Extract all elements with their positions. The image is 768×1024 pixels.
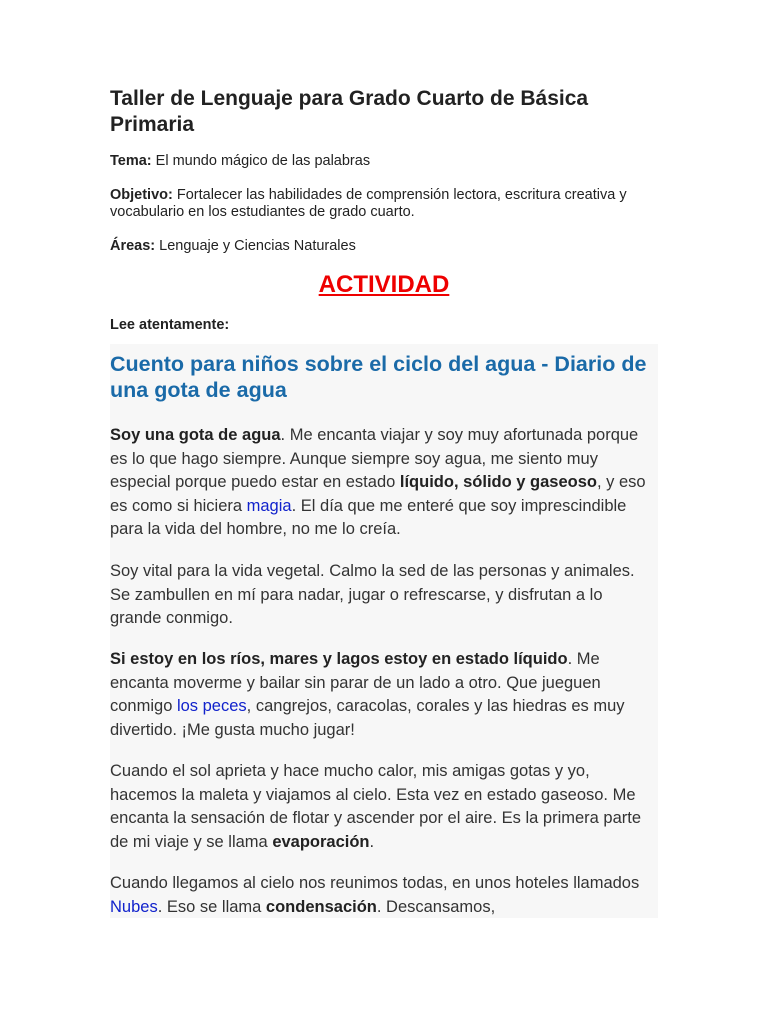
bold-text: condensación — [265, 897, 377, 916]
paragraph-text: , y eso es como si hiciera — [110, 473, 646, 515]
story-paragraph-3 — [110, 648, 658, 742]
paragraph-text: Cuando el sol aprieta y hace mucho calor, mis amigas gotas y yo, hacemos la maleta y viajamos al cielo. Esta vez en estado gaseoso. Me encanta la sensación de flotar y ascender por el aire. Es la primera parte de mi viaje y se llama — [110, 762, 642, 851]
bold-text: líquido, sólido y gaseoso — [399, 473, 597, 491]
paragraph-text: . — [369, 832, 375, 851]
document-title: Taller de Lenguaje para Grado Cuarto de Básica Primaria — [110, 87, 589, 136]
paragraph-text: , cangrejos, caracolas, corales y las hiedras es muy divertido. ¡Me gusta mucho jugar! — [110, 697, 625, 739]
bold-text: Si estoy en los ríos, mares y lagos estoy en estado líquido — [110, 650, 568, 668]
bold-text: Soy una gota de agua — [110, 426, 281, 444]
paragraph-text: . Me encanta viajar y soy muy afortunada porque es lo que hago siempre. Aunque siempre soy agua, me siento muy especial porque puedo estar en estado — [110, 426, 639, 491]
instruction-text: Lee atentamente: — [110, 317, 230, 333]
link-los-peces[interactable]: los peces — [176, 697, 247, 715]
areas-label: Áreas: — [110, 238, 156, 254]
actividad-heading: ACTIVIDAD — [318, 271, 450, 298]
story-paragraph-4 — [110, 760, 658, 854]
bold-text: evaporación — [272, 832, 370, 851]
link-nubes[interactable]: Nubes — [110, 897, 158, 916]
tema-label: Tema: — [110, 153, 152, 169]
link-magia[interactable]: magia — [246, 496, 292, 515]
story-area — [110, 0, 658, 918]
story-title: Cuento para niños sobre el ciclo del agua - Diario de una gota de agua — [110, 352, 647, 402]
paragraph-text: . Descansamos, — [376, 897, 496, 916]
story-paragraph-2: Soy vital para la vida vegetal. Calmo la sed de las personas y animales. Se zambullen en mí para nadar, jugar o refrescarse, y disfrutan a lo grande conmigo. — [110, 562, 635, 627]
objetivo-value: Fortalecer las habilidades de comprensión lectora, escritura creativa y vocabulario en los estudiantes de grado cuarto. — [110, 187, 627, 220]
tema-value: El mundo mágico de las palabras — [151, 153, 371, 169]
paragraph-text: . El día que me enteré que soy imprescindible para la vida del hombre, no me lo creía. — [110, 496, 627, 538]
story-paragraph-1 — [110, 424, 658, 542]
paragraph-text: . Me encanta moverme y bailar sin parar de un lado a otro. Que jueguen conmigo — [110, 650, 601, 715]
paragraph-text: . Eso se llama — [157, 897, 266, 916]
areas-value: Lenguaje y Ciencias Naturales — [155, 238, 356, 254]
story-paragraph-5 — [110, 872, 658, 918]
objetivo-label: Objetivo: — [110, 187, 173, 203]
paragraph-text: Cuando llegamos al cielo nos reunimos todas, en unos hoteles llamados — [110, 874, 640, 892]
